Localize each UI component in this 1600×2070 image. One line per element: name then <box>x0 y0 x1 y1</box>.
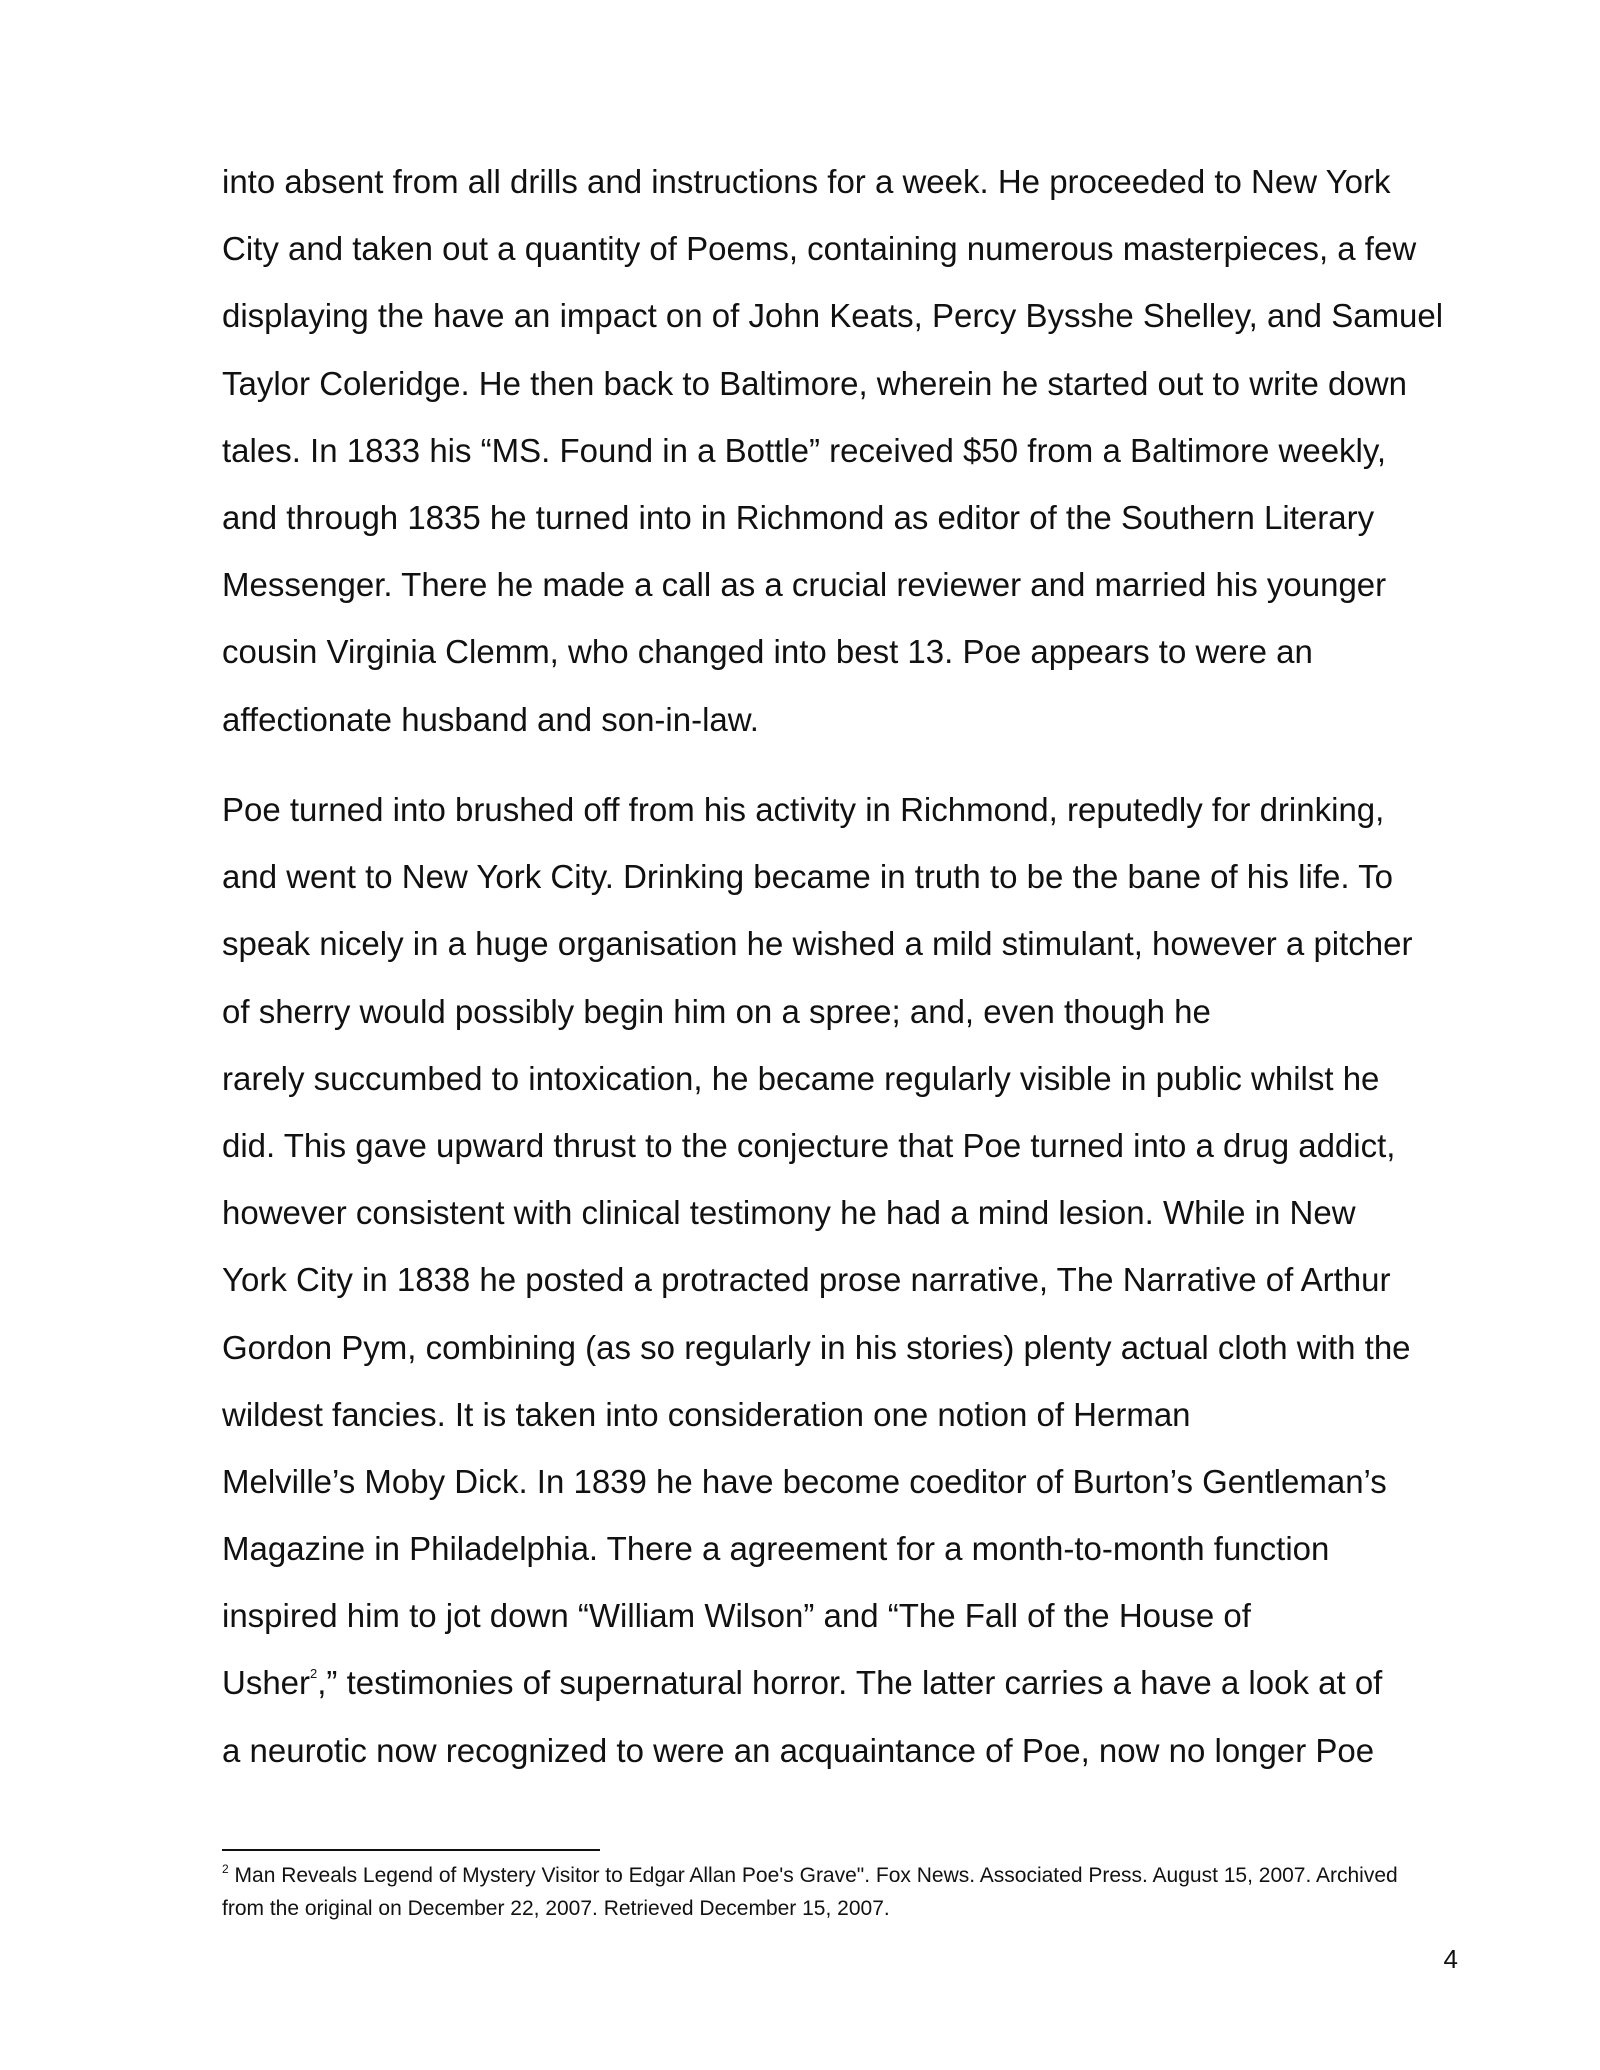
text-line: affectionate husband and son-in-law. <box>222 700 759 738</box>
text-line: and went to New York City. Drinking became in truth to be the bane of his life. To <box>222 858 1393 896</box>
text-line: and through 1835 he turned into in Richmond as editor of the Southern Literary <box>222 498 1375 536</box>
text-line: inspired him to jot down “William Wilson” and “The Fall of the House of <box>222 1597 1251 1635</box>
text-line: Gordon Pym, combining (as so regularly in his stories) plenty actual cloth with the <box>222 1328 1411 1366</box>
text-line: into absent from all drills and instructions for a week. He proceeded to New York <box>222 163 1391 200</box>
text-line: did. This gave upward thrust to the conjecture that Poe turned into a drug addict, <box>222 1126 1396 1164</box>
paragraph-2 <box>222 776 1452 1784</box>
text-line: a neurotic now recognized to were an acquaintance of Poe, now no longer Poe <box>222 1731 1375 1769</box>
page-number: 4 <box>1443 1944 1458 1974</box>
text-line: tales. In 1833 his “MS. Found in a Bottle” received $50 from a Baltimore weekly, <box>222 431 1387 469</box>
text-line: speak nicely in a huge organisation he wished a mild stimulant, however a pitcher <box>222 925 1413 963</box>
text-line: Melville’s Moby Dick. In 1839 he have become coeditor of Burton’s Gentleman’s <box>222 1462 1387 1500</box>
footnote-line-1 <box>222 1859 1462 1892</box>
usher-rest: ,” testimonies of supernatural horror. The latter carries a have a look at of <box>317 1664 1383 1702</box>
footnote-separator <box>222 1849 600 1851</box>
text-line: wildest fancies. It is taken into consideration one notion of Herman <box>222 1395 1191 1433</box>
text-line: Taylor Coleridge. He then back to Baltimore, wherein he started out to write down <box>222 364 1407 402</box>
text-line: of sherry would possibly begin him on a spree; and, even though he <box>222 992 1211 1030</box>
footnote-marker: 2 <box>222 1862 229 1876</box>
text-line: York City in 1838 he posted a protracted prose narrative, The Narrative of Arthur <box>222 1261 1391 1299</box>
footnote-line-2: from the original on December 22, 2007. Retrieved December 15, 2007. <box>222 1897 890 1920</box>
text-line: Poe turned into brushed off from his activity in Richmond, reputedly for drinking, <box>222 791 1385 828</box>
footnote-text: Man Reveals Legend of Mystery Visitor to Edgar Allan Poe's Grave". Fox News. Associated Press. August 15, 2007. Archived <box>228 1864 1398 1887</box>
text-line: cousin Virginia Clemm, who changed into best 13. Poe appears to were an <box>222 633 1313 671</box>
text-line: rarely succumbed to intoxication, he became regularly visible in public whilst he <box>222 1059 1380 1097</box>
text-line: City and taken out a quantity of Poems, containing numerous masterpieces, a few <box>222 230 1417 268</box>
paragraph-1 <box>222 148 1452 753</box>
text-line: Messenger. There he made a call as a crucial reviewer and married his younger <box>222 566 1387 604</box>
usher-word: Usher <box>222 1664 311 1702</box>
text-line-with-footnote-ref <box>222 1649 1452 1716</box>
text-line: however consistent with clinical testimony he had a mind lesion. While in New <box>222 1194 1356 1232</box>
footnote <box>222 1859 1462 1925</box>
text-line: displaying the have an impact on of John Keats, Percy Bysshe Shelley, and Samuel <box>222 297 1444 335</box>
footnote-reference[interactable]: 2 <box>310 1666 318 1682</box>
text-line: Magazine in Philadelphia. There a agreement for a month-to-month function <box>222 1530 1330 1568</box>
